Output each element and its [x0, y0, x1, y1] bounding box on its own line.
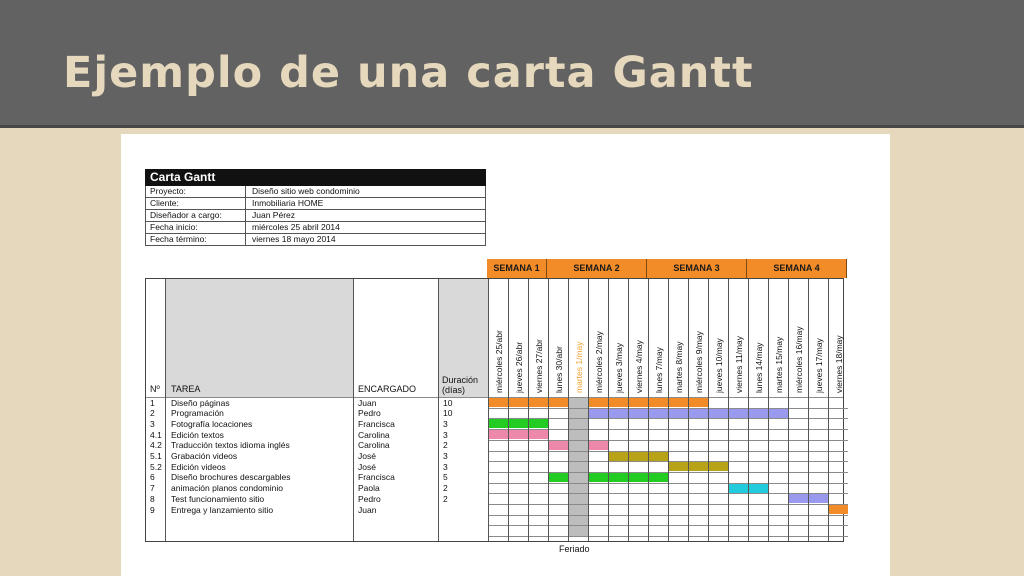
gantt-bar — [588, 473, 608, 482]
gantt-bar — [548, 473, 568, 482]
info-value: viernes 18 mayo 2014 — [252, 234, 336, 244]
slide-header — [0, 0, 1024, 128]
gantt-bar — [648, 398, 668, 407]
task-num: 1 — [150, 397, 155, 408]
gantt-bar — [808, 494, 828, 503]
gantt-bar — [588, 409, 608, 418]
gantt-bar — [688, 398, 708, 407]
info-row — [145, 198, 486, 210]
gantt-bar — [508, 419, 528, 428]
task-duration: 2 — [443, 440, 448, 451]
column-line — [828, 279, 829, 541]
column-line — [768, 279, 769, 541]
info-row — [145, 186, 486, 198]
task-duration: 10 — [443, 408, 453, 419]
task-owner: Paola — [358, 483, 380, 494]
task-task: Fotografía locaciones — [171, 418, 253, 429]
gantt-bar — [628, 398, 648, 407]
day-label: jueves 17/may — [814, 338, 824, 393]
gantt-bar — [548, 398, 568, 407]
gantt-bar — [548, 441, 568, 450]
day-label: miércoles 16/may — [794, 326, 804, 393]
gantt-image — [121, 134, 890, 576]
task-num: 6 — [150, 472, 155, 483]
day-label: martes 1/may — [574, 341, 584, 393]
day-label: jueves 3/may — [614, 342, 624, 393]
column-line — [438, 279, 439, 541]
task-num: 8 — [150, 493, 155, 504]
gantt-bar — [608, 473, 628, 482]
gantt-bar — [768, 409, 788, 418]
gantt-bar — [648, 409, 668, 418]
task-task: Entrega y lanzamiento sitio — [171, 504, 274, 515]
task-task: Edición textos — [171, 429, 224, 440]
task-num: 5.2 — [150, 461, 162, 472]
gantt-bar — [608, 452, 628, 461]
row-line — [146, 397, 843, 398]
task-task: Diseño brochures descargables — [171, 472, 291, 483]
task-num: 4.2 — [150, 440, 162, 451]
task-owner: José — [358, 451, 376, 461]
column-line — [548, 279, 549, 541]
gantt-bar — [608, 409, 628, 418]
task-owner: Francisca — [358, 472, 395, 483]
project-info-table — [145, 169, 486, 246]
info-value: Diseño sitio web condominio — [252, 186, 360, 196]
gantt-bar — [668, 462, 688, 471]
task-owner: Pedro — [358, 493, 381, 504]
day-label: martes 8/may — [674, 341, 684, 393]
task-task: Test funcionamiento sitio — [171, 493, 265, 504]
slide-title: Ejemplo de una carta Gantt — [63, 48, 754, 98]
day-label: lunes 7/may — [654, 347, 664, 393]
gantt-bar — [708, 462, 728, 471]
info-row — [145, 210, 486, 222]
column-line — [528, 279, 529, 541]
task-num: 4.1 — [150, 429, 162, 440]
gantt-bar — [648, 452, 668, 461]
gantt-bar — [628, 452, 648, 461]
task-num: 3 — [150, 418, 155, 429]
column-line — [588, 279, 589, 541]
column-line — [488, 279, 489, 541]
task-owner: Juan — [358, 504, 377, 515]
gantt-bar — [728, 409, 748, 418]
task-task: Traducción textos idioma inglés — [171, 440, 290, 451]
task-num: 7 — [150, 483, 155, 494]
task-owner: Juan — [358, 397, 377, 408]
gantt-bar — [508, 430, 528, 439]
gantt-bar — [488, 430, 508, 439]
task-num: 5.1 — [150, 451, 162, 461]
gantt-bar — [688, 462, 708, 471]
gantt-bar — [528, 398, 548, 407]
column-line — [353, 279, 354, 541]
column-line — [568, 279, 569, 541]
task-owner: Carolina — [358, 440, 390, 451]
info-label: Fecha término: — [146, 234, 246, 245]
gantt-bar — [608, 398, 628, 407]
task-duration: 2 — [443, 483, 448, 494]
gantt-bar — [708, 409, 728, 418]
info-row — [145, 234, 486, 246]
task-duration: 3 — [443, 429, 448, 440]
task-task: Programación — [171, 408, 224, 419]
gantt-bar — [488, 398, 508, 407]
owner-header: ENCARGADO — [358, 384, 417, 394]
column-line — [608, 279, 609, 541]
column-line — [668, 279, 669, 541]
column-line — [708, 279, 709, 541]
num-header: Nº — [150, 384, 160, 394]
task-header-cell — [165, 279, 353, 397]
gantt-bar — [668, 398, 688, 407]
gantt-bar — [628, 473, 648, 482]
gantt-table — [145, 278, 844, 542]
task-duration: 5 — [443, 472, 448, 483]
column-line — [788, 279, 789, 541]
task-owner: Carolina — [358, 429, 390, 440]
column-line — [165, 279, 166, 541]
task-owner: José — [358, 461, 376, 472]
column-line — [748, 279, 749, 541]
task-num: 9 — [150, 504, 155, 515]
gantt-bar — [788, 494, 808, 503]
gantt-bar — [528, 430, 548, 439]
gantt-bar — [588, 441, 608, 450]
column-line — [728, 279, 729, 541]
info-label: Proyecto: — [146, 186, 246, 197]
week-cell: SEMANA 2 — [547, 259, 647, 278]
week-cell: SEMANA 4 — [747, 259, 847, 278]
task-task: Diseño páginas — [171, 397, 230, 408]
gantt-bar — [648, 473, 668, 482]
day-label: lunes 14/may — [754, 342, 764, 393]
gantt-bar — [488, 419, 508, 428]
info-label: Fecha inicio: — [146, 222, 246, 233]
task-num: 2 — [150, 408, 155, 419]
info-label: Diseñador a cargo: — [146, 210, 246, 221]
gantt-bar — [748, 409, 768, 418]
info-value: miércoles 25 abril 2014 — [252, 222, 340, 232]
info-value: Inmobiliaria HOME — [252, 198, 324, 208]
gantt-bar — [628, 409, 648, 418]
info-label: Cliente: — [146, 198, 246, 209]
task-duration: 3 — [443, 461, 448, 472]
day-label: jueves 10/may — [714, 338, 724, 393]
info-value: Juan Pérez — [252, 210, 295, 220]
gantt-bar — [728, 484, 748, 493]
holiday-label: Feriado — [559, 544, 590, 554]
task-duration: 2 — [443, 493, 448, 504]
task-task: Grabación videos — [171, 451, 238, 461]
task-header: TAREA — [171, 384, 201, 394]
task-task: Edición videos — [171, 461, 226, 472]
task-duration: 3 — [443, 418, 448, 429]
gantt-bar — [828, 505, 848, 514]
task-owner: Francisca — [358, 418, 395, 429]
column-line — [808, 279, 809, 541]
column-line — [628, 279, 629, 541]
week-cell: SEMANA 3 — [647, 259, 747, 278]
info-title: Carta Gantt — [145, 169, 486, 186]
gantt-bar — [668, 409, 688, 418]
gantt-bar — [588, 398, 608, 407]
task-task: animación planos condominio — [171, 483, 283, 494]
column-line — [648, 279, 649, 541]
day-label: jueves 26/abr — [514, 341, 524, 393]
day-label: viernes 4/may — [634, 340, 644, 393]
column-line — [688, 279, 689, 541]
day-label: miércoles 2/may — [594, 331, 604, 393]
day-label: viernes 18/may — [834, 335, 844, 393]
week-cell: SEMANA 1 — [487, 259, 547, 278]
column-line — [508, 279, 509, 541]
day-label: martes 15/may — [774, 336, 784, 393]
info-row — [145, 222, 486, 234]
day-label: viernes 27/abr — [534, 339, 544, 393]
day-label: lunes 30/abr — [554, 346, 564, 393]
gantt-bar — [688, 409, 708, 418]
day-label: miércoles 25/abr — [494, 330, 504, 393]
day-label: viernes 11/may — [734, 335, 744, 393]
gantt-bar — [508, 398, 528, 407]
day-label: miércoles 9/may — [694, 331, 704, 393]
task-duration: 3 — [443, 451, 448, 461]
gantt-bar — [748, 484, 768, 493]
task-owner: Pedro — [358, 408, 381, 419]
gantt-bar — [528, 419, 548, 428]
duration-header: Duración (días) — [442, 375, 479, 395]
task-duration: 10 — [443, 397, 453, 408]
